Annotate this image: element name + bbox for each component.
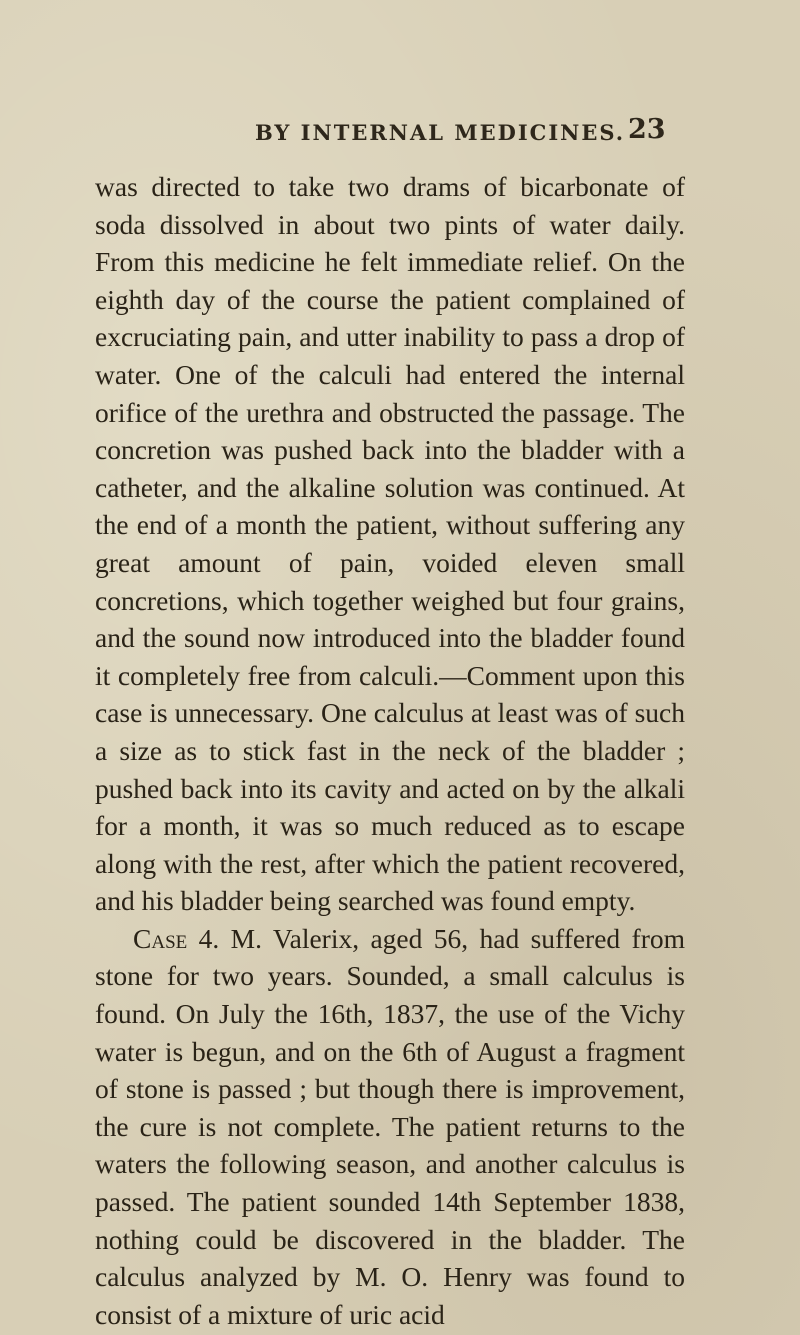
paragraph-2 — [95, 920, 685, 1334]
running-head: BY INTERNAL MEDICINES. — [255, 120, 626, 145]
page-number: 23 — [628, 114, 666, 145]
paragraph-2-text: 4. M. Valerix, aged 56, had suffered from stone for two years. Sounded, a small calculus is found. On July the 16th, 1837, the use of the Vichy water is begun, and on the 6th of August a fragment of stone is passed ; but though there is improvement, the cure is not complete. The patient returns to the waters the following season, and another calculus is passed. The patient sounded 14th September 1838, nothing could be discovered in the bladder. The calculus analyzed by M. O. Henry was found to consist of a mixture of uric acid — [95, 922, 685, 1330]
body-text — [95, 168, 685, 1333]
paragraph-1: was directed to take two drams of bicarbonate of soda dissolved in about two pints of water daily. From this medicine he felt immediate relief. On the eighth day of the course the patient complained of excruciating pain, and utter inability to pass a drop of water. One of the calculi had entered the internal orifice of the urethra and obstructed the passage. The concretion was pushed back into the bladder with a catheter, and the alkaline solution was continued. At the end of a month the patient, without suffering any great amount of pain, voided eleven small concretions, which together weighed but four grains, and the sound now introduced into the bladder found it completely free from calculi.—Comment upon this case is unnecessary. One calculus at least was of such a size as to stick fast in the neck of the bladder ; pushed back into its cavity and acted on by the alkali for a month, it was so much reduced as to escape along with the rest, after which the patient recovered, and his bladder being searched was found empty. — [95, 171, 685, 917]
case-label: Case — [133, 922, 188, 954]
